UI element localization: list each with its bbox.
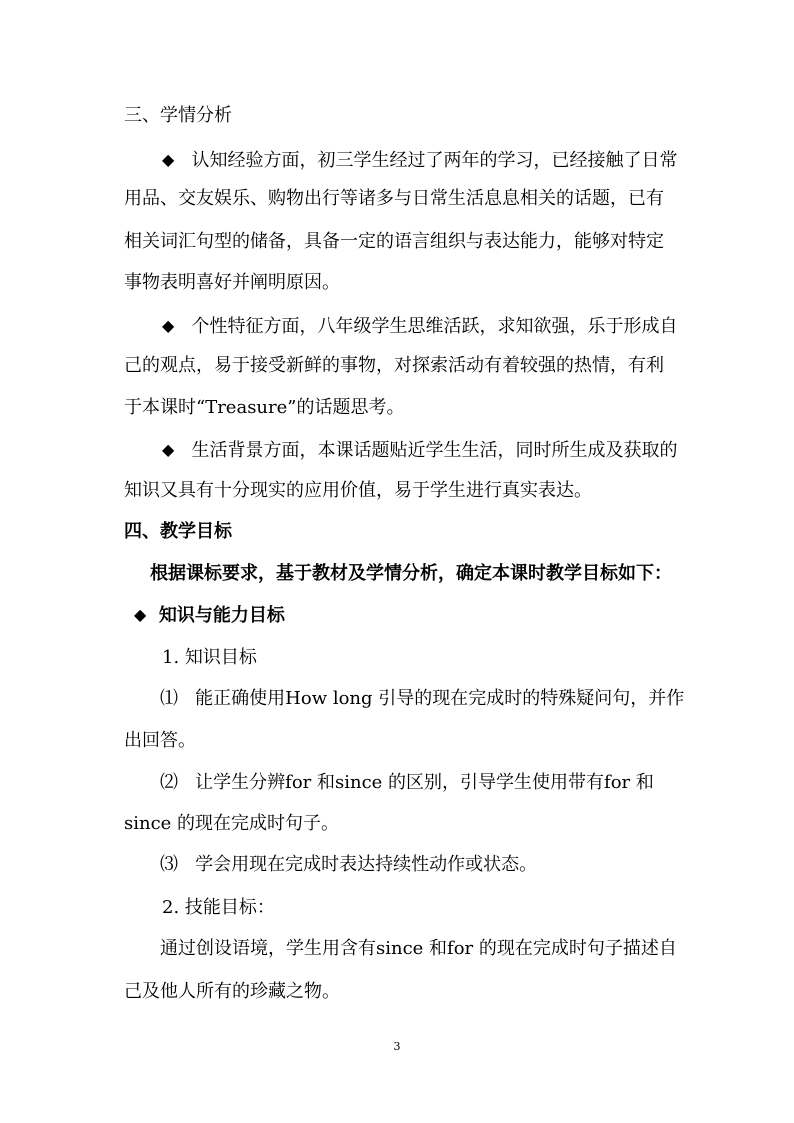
section-heading-4: 四、教学目标 xyxy=(124,521,232,542)
paragraph-line: 事物表明喜好并阐明原因。 xyxy=(124,272,340,293)
paragraph-line: 能正确使用How long 引导的现在完成时的特殊疑问句，并作 xyxy=(195,688,685,709)
paragraph-line: 己及他人所有的珍藏之物。 xyxy=(124,981,340,1002)
paragraph-line: 通过创设语境，学生用含有since 和for 的现在完成时句子描述自 xyxy=(160,938,677,959)
list-number: ⑶ xyxy=(160,854,178,875)
diamond-bullet-icon: ◆ xyxy=(162,316,175,335)
paragraph-line: 生活背景方面，本课话题贴近学生生活，同时所生成及获取的 xyxy=(191,440,678,461)
list-item-background xyxy=(162,437,794,464)
paragraph-line: 让学生分辨for 和since 的区别，引导学生使用带有for 和 xyxy=(195,772,654,793)
list-number: ⑴ xyxy=(160,688,178,709)
paragraph-line: 己的观点，易于接受新鲜的事物，对探索活动有着较强的热情，有利 xyxy=(124,355,664,376)
diamond-bullet-icon: ◆ xyxy=(134,605,147,624)
paragraph-line: 认知经验方面，初三学生经过了两年的学习，已经接触了日常 xyxy=(191,150,678,171)
page-number: 3 xyxy=(393,1040,401,1053)
paragraph-line: 学会用现在完成时表达持续性动作或状态。 xyxy=(195,854,538,875)
intro-paragraph: 根据课标要求，基于教材及学情分析，确定本课时教学目标如下： xyxy=(150,563,672,584)
diamond-bullet-icon: ◆ xyxy=(162,150,175,169)
paragraph-line: since 的现在完成时句子。 xyxy=(124,813,340,834)
paragraph-line: 用品、交友娱乐、购物出行等诸多与日常生活息息相关的话题，已有 xyxy=(124,188,664,209)
subheading-knowledge-ability: ◆ 知识与能力目标 xyxy=(134,602,794,629)
paragraph-line: 于本课时“Treasure”的话题思考。 xyxy=(124,397,405,418)
list-item-cognitive xyxy=(162,147,794,174)
skill-goal-title: 2. 技能目标： xyxy=(162,897,275,918)
diamond-bullet-icon: ◆ xyxy=(162,440,175,459)
list-item-goal-3 xyxy=(160,852,794,878)
list-item-goal-2 xyxy=(160,770,794,796)
paragraph-line: 相关词汇句型的储备，具备一定的语言组织与表达能力，能够对特定 xyxy=(124,231,664,252)
paragraph-line: 出回答。 xyxy=(124,730,196,751)
list-item-personality xyxy=(162,313,794,340)
list-number: ⑵ xyxy=(160,772,178,793)
paragraph-line: 个性特征方面，八年级学生思维活跃，求知欲强，乐于形成自 xyxy=(191,316,678,337)
section-heading-3: 三、学情分析 xyxy=(124,105,232,126)
paragraph-line: 知识又具有十分现实的应用价值，易于学生进行真实表达。 xyxy=(124,480,592,501)
list-item-goal-1 xyxy=(160,686,794,712)
knowledge-goal-title: 1. 知识目标 xyxy=(162,647,257,668)
